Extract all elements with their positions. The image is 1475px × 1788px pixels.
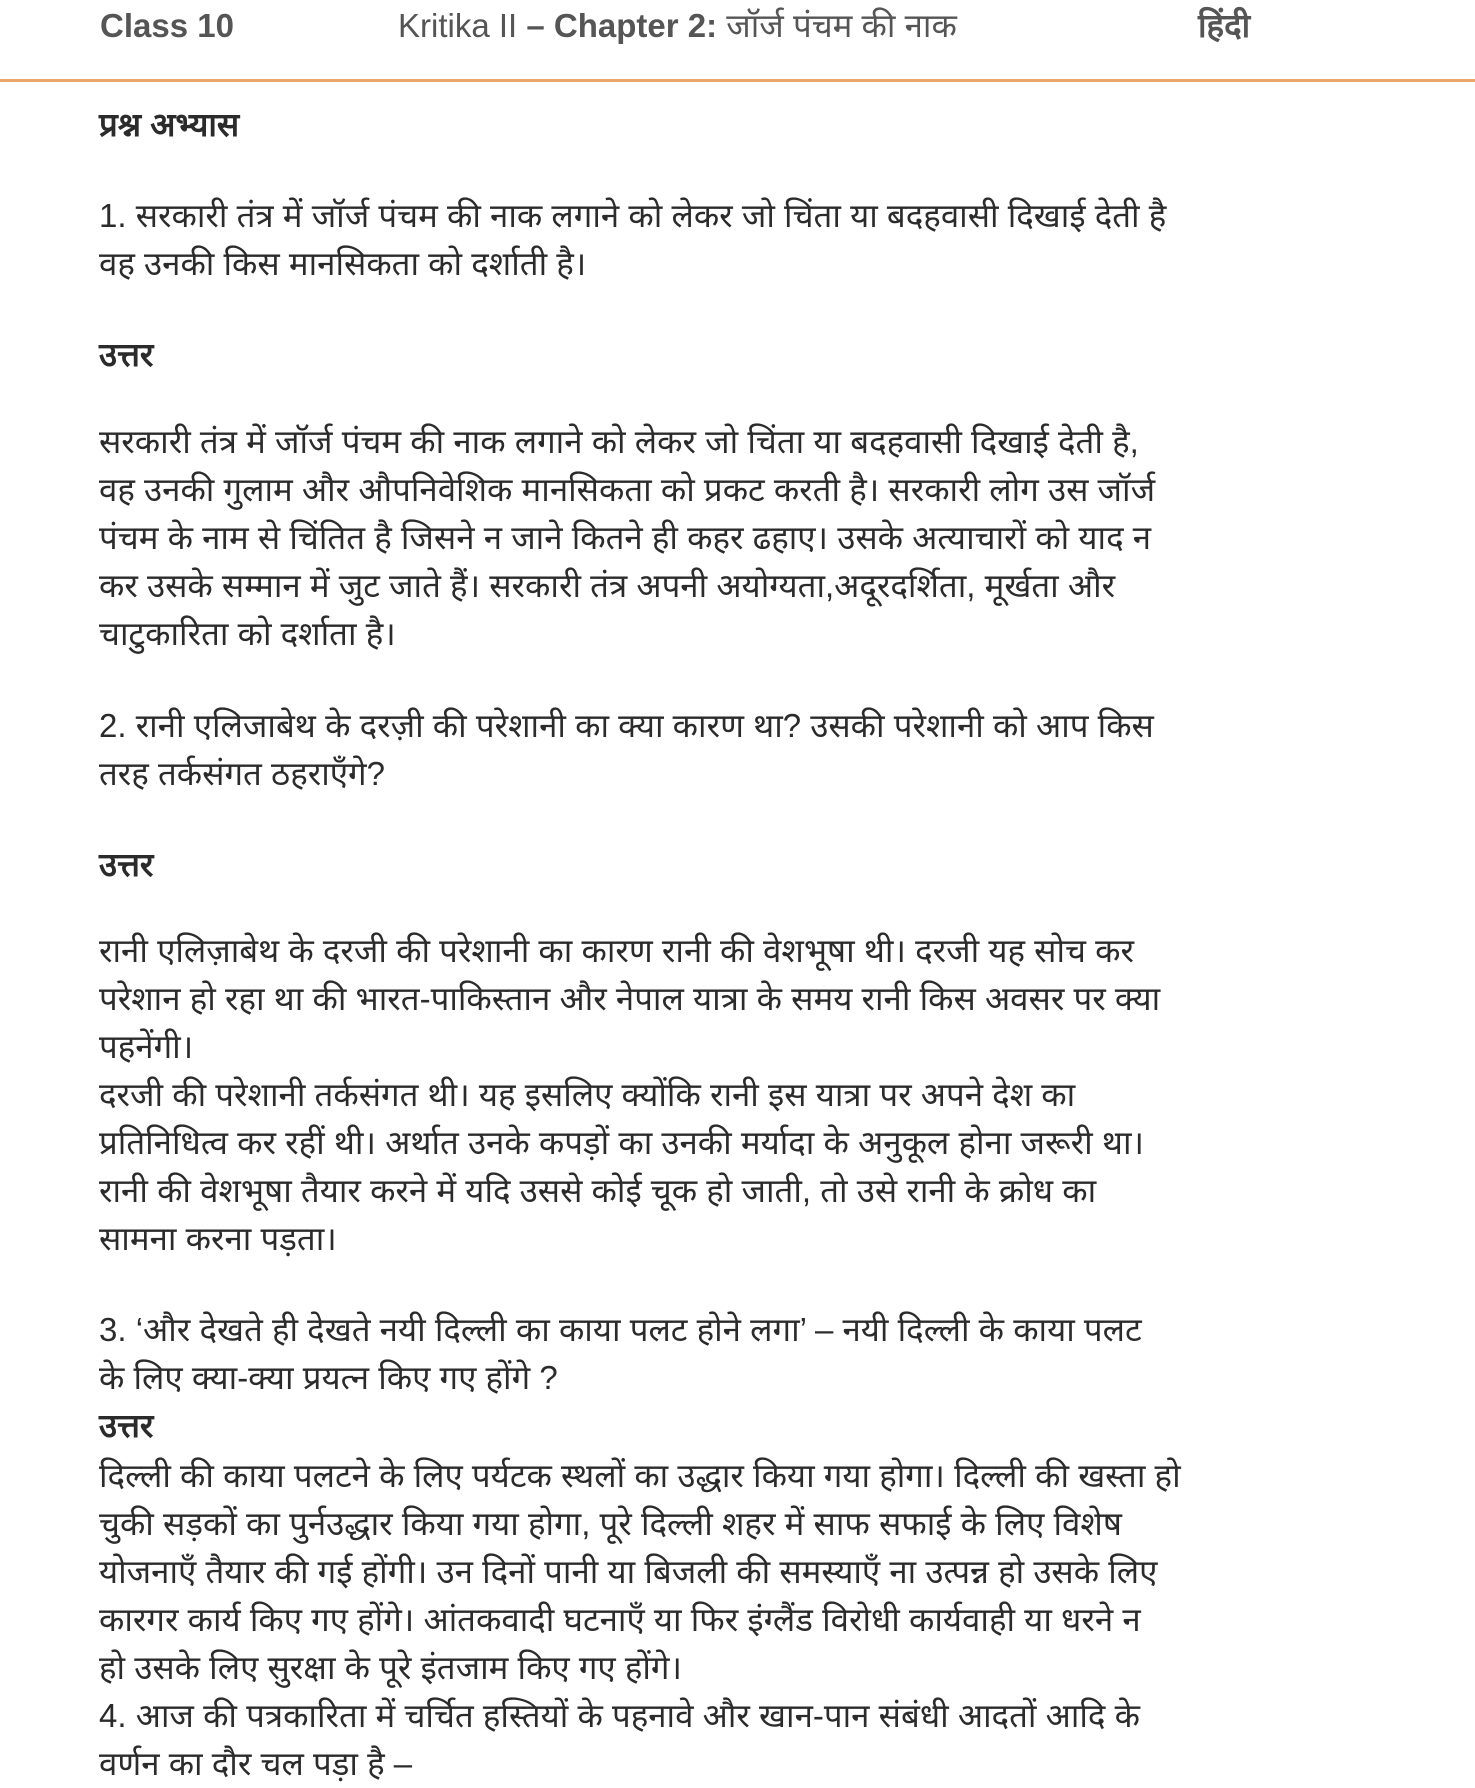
text-line: प्रतिनिधित्व कर रहीं थी। अर्थात उनके कपड़ों का उनकी मर्यादा के अनुकूल होना जरूरी था।: [99, 1124, 1145, 1161]
answer-label: उत्तर: [99, 846, 154, 883]
text-line: 1. सरकारी तंत्र में जॉर्ज पंचम की नाक लगाने को लेकर जो चिंता या बदहवासी दिखाई देती है: [99, 197, 1167, 234]
answer-2: [99, 927, 1399, 1263]
class-label: Class 10: [100, 7, 234, 44]
text-line: सरकारी तंत्र में जॉर्ज पंचम की नाक लगाने को लेकर जो चिंता या बदहवासी दिखाई देती है,: [99, 423, 1139, 460]
text-line: पंचम के नाम से चिंतित है जिसने न जाने कितने ही कहर ढहाए। उसके अत्याचारों को याद न: [99, 519, 1152, 556]
chapter-heading: [398, 4, 957, 48]
text-line: 4. आज की पत्रकारिता में चर्चित हस्तियों के पहनावे और खान-पान संबंधी आदतों आदि के: [99, 1697, 1140, 1734]
text-line: तरह तर्कसंगत ठहराएँगे?: [99, 755, 385, 792]
text-line: पहनेंगी।: [99, 1028, 194, 1065]
text-line: वर्णन का दौर चल पड़ा है –: [99, 1745, 413, 1782]
text-line: सामना करना पड़ता।: [99, 1220, 337, 1257]
text-line: परेशान हो रहा था की भारत-पाकिस्तान और नेपाल यात्रा के समय रानी किस अवसर पर क्या: [99, 980, 1161, 1017]
text-line: योजनाएँ तैयार की गई होंगी। उन दिनों पानी या बिजली की समस्याएँ ना उत्पन्न हो उसके लिए: [99, 1553, 1158, 1590]
chapter-label: – Chapter 2:: [517, 7, 727, 44]
question-2: [99, 702, 1399, 798]
text-line: चुकी सड़कों का पुर्नउद्धार किया गया होगा, पूरे दिल्ली शहर में साफ सफाई के लिए विशेष: [99, 1505, 1122, 1542]
text-line: कर उसके सम्मान में जुट जाते हैं। सरकारी तंत्र अपनी अयोग्यता,अदूरदर्शिता, मूर्खता और: [99, 567, 1116, 604]
answer-label: उत्तर: [99, 1407, 154, 1444]
answer-label: उत्तर: [99, 336, 154, 373]
text-line: रानी की वेशभूषा तैयार करने में यदि उससे कोई चूक हो जाती, तो उसे रानी के क्रोध का: [99, 1172, 1097, 1209]
text-line: 2. रानी एलिजाबेथ के दरज़ी की परेशानी का क्या कारण था? उसकी परेशानी को आप किस: [99, 707, 1154, 744]
text-line: के लिए क्या-क्या प्रयत्न किए गए होंगे ?: [99, 1359, 558, 1396]
text-line: चाटुकारिता को दर्शाता है।: [99, 615, 396, 652]
subject-label: हिंदी: [1198, 7, 1251, 44]
text-line: 3. ‘और देखते ही देखते नयी दिल्ली का काया पलट होने लगा’ – नयी दिल्ली के काया पलट: [99, 1311, 1142, 1348]
question-3: [99, 1306, 1399, 1402]
text-line: कारगर कार्य किए गए होंगे। आंतकवादी घटनाएँ या फिर इंग्लैंड विरोधी कार्यवाही या धरने न: [99, 1601, 1141, 1638]
chapter-title: जॉर्ज पंचम की नाक: [726, 7, 957, 44]
header-divider: [0, 79, 1475, 82]
text-line: वह उनकी किस मानसिकता को दर्शाती है।: [99, 245, 587, 282]
answer-1: [99, 418, 1399, 658]
text-line: दरजी की परेशानी तर्कसंगत थी। यह इसलिए क्योंकि रानी इस यात्रा पर अपने देश का: [99, 1076, 1076, 1113]
text-line: रानी एलिज़ाबेथ के दरजी की परेशानी का कारण रानी की वेशभूषा थी। दरजी यह सोच कर: [99, 932, 1134, 969]
text-line: दिल्ली की काया पलटने के लिए पर्यटक स्थलों का उद्धार किया गया होगा। दिल्ली की खस्ता हो: [99, 1457, 1181, 1494]
question-4: [99, 1692, 1399, 1788]
book-name: Kritika II: [398, 7, 518, 44]
answer-3: [99, 1452, 1399, 1692]
text-line: वह उनकी गुलाम और औपनिवेशिक मानसिकता को प्रकट करती है। सरकारी लोग उस जॉर्ज: [99, 471, 1156, 508]
section-title: प्रश्न अभ्यास: [99, 106, 240, 143]
text-line: हो उसके लिए सुरक्षा के पूरे इंतजाम किए गए होंगे।: [99, 1649, 682, 1686]
question-1: [99, 192, 1399, 288]
